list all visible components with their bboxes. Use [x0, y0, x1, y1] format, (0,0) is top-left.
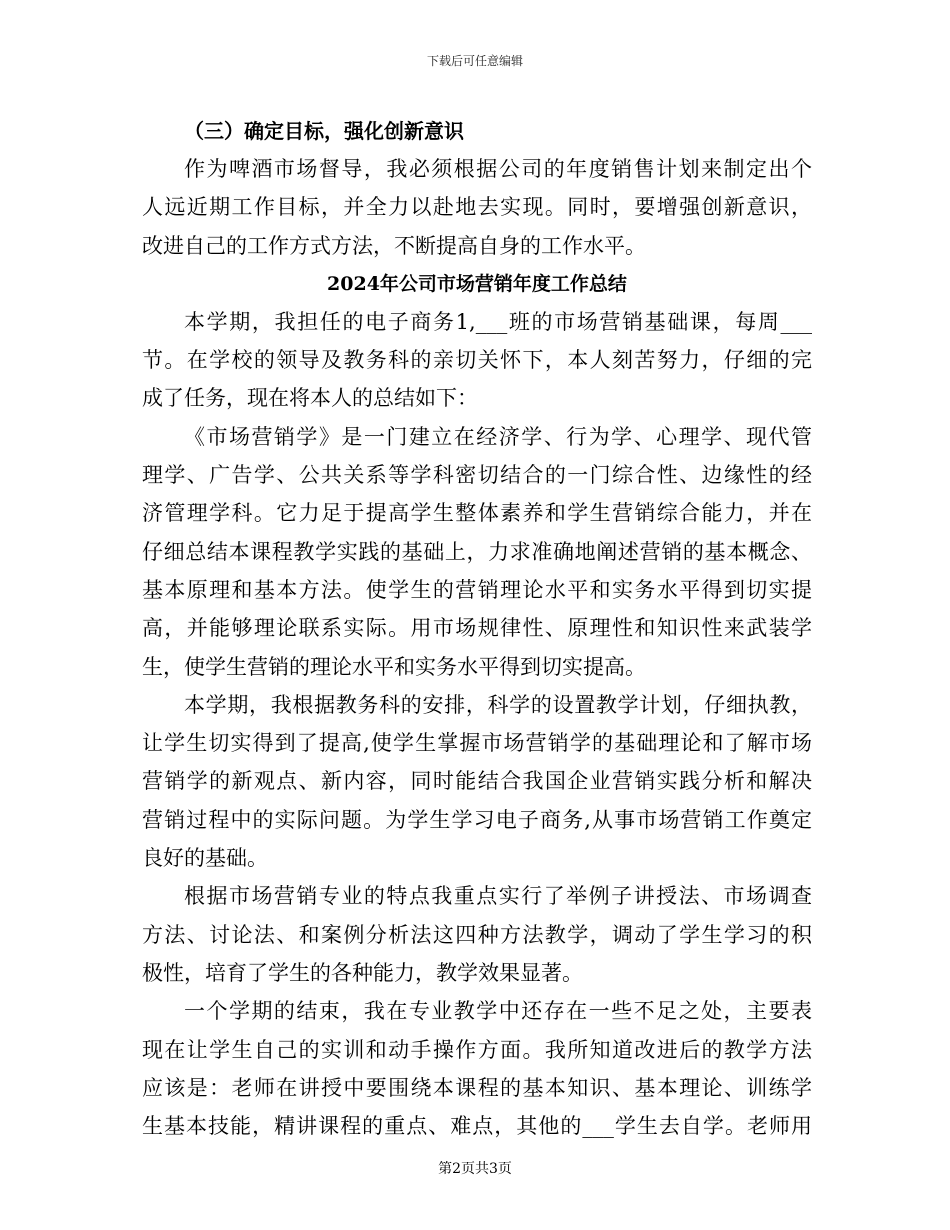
paragraph-line: 营销学的新观点、新内容，同时能结合我国企业营销实践分析和解决: [142, 769, 812, 794]
paragraph-line: 作为啤酒市场督导，我必须根据公司的年度销售计划来制定出个: [184, 157, 812, 181]
paragraph-line: 节。在学校的领导及教务科的亲切关怀下，本人刻苦努力，仔细的完: [142, 348, 812, 373]
paragraph-line: 基本原理和基本方法。使学生的营销理论水平和实务水平得到切实提: [142, 577, 812, 602]
article-paragraph-1: [142, 303, 812, 418]
paragraph-line: 高，并能够理论联系实际。用市场规律性、原理性和知识性来武装学: [142, 616, 812, 641]
section-heading: （三）确定目标，强化创新意识: [184, 119, 464, 143]
paragraph-line: 应该是：老师在讲授中要围绕本课程的基本知识、基本理论、训练学: [142, 1075, 812, 1100]
paragraph-line: 一个学期的结束，我在专业教学中还存在一些不足之处，主要表: [184, 999, 812, 1024]
paragraph-line: 仔细总结本课程教学实践的基础上，力求准确地阐述营销的基本概念、: [142, 539, 812, 564]
article-paragraph-4: [142, 877, 812, 992]
page-number: 第2页共3页: [438, 1161, 512, 1177]
paragraph-line: 生基本技能，精讲课程的重点、难点，其他的___学生去自学。老师用: [142, 1114, 812, 1139]
paragraph-line: 改进自己的工作方式方法，不断提高自身的工作水平。: [142, 233, 646, 258]
article-title: 2024年公司市场营销年度工作总结: [327, 272, 627, 295]
paragraph-line: 生，使学生营销的理论水平和实务水平得到切实提高。: [142, 654, 646, 679]
article-paragraph-2: [142, 418, 812, 686]
article-paragraph-3: [142, 686, 812, 877]
paragraph-line: 极性，培育了学生的各种能力，教学效果显著。: [142, 960, 583, 985]
paragraph-line: 方法、讨论法、和案例分析法这四种方法教学，调动了学生学习的积: [142, 922, 812, 947]
paragraph-line: 本学期，我担任的电子商务1,___班的市场营销基础课，每周___: [184, 309, 812, 334]
section-paragraph: [142, 150, 812, 265]
paragraph-line: 根据市场营销专业的特点我重点实行了举例子讲授法、市场调查: [184, 884, 812, 909]
paragraph-line: 本学期，我根据教务科的安排，科学的设置教学计划，仔细执教，: [184, 692, 812, 717]
paragraph-line: 《市场营销学》是一门建立在经济学、行为学、心理学、现代管: [184, 424, 812, 449]
paragraph-line: 让学生切实得到了提高,使学生掌握市场营销学的基础理论和了解市场: [142, 731, 812, 756]
paragraph-line: 良好的基础。: [142, 846, 268, 871]
page-header-note: 下载后可任意编辑: [426, 54, 523, 68]
document-body: [142, 112, 812, 1145]
paragraph-line: 人远近期工作目标，并全力以赴地去实现。同时，要增强创新意识，: [142, 195, 812, 220]
article-paragraph-5: [142, 992, 812, 1145]
paragraph-line: 理学、广告学、公共关系等学科密切结合的一门综合性、边缘性的经: [142, 463, 812, 488]
paragraph-line: 现在让学生自己的实训和动手操作方面。我所知道改进后的教学方法: [142, 1037, 812, 1062]
paragraph-line: 营销过程中的实际问题。为学生学习电子商务,从事市场营销工作奠定: [142, 807, 812, 832]
paragraph-line: 成了任务，现在将本人的总结如下：: [142, 386, 478, 411]
paragraph-line: 济管理学科。它力足于提高学生整体素养和学生营销综合能力，并在: [142, 501, 812, 526]
